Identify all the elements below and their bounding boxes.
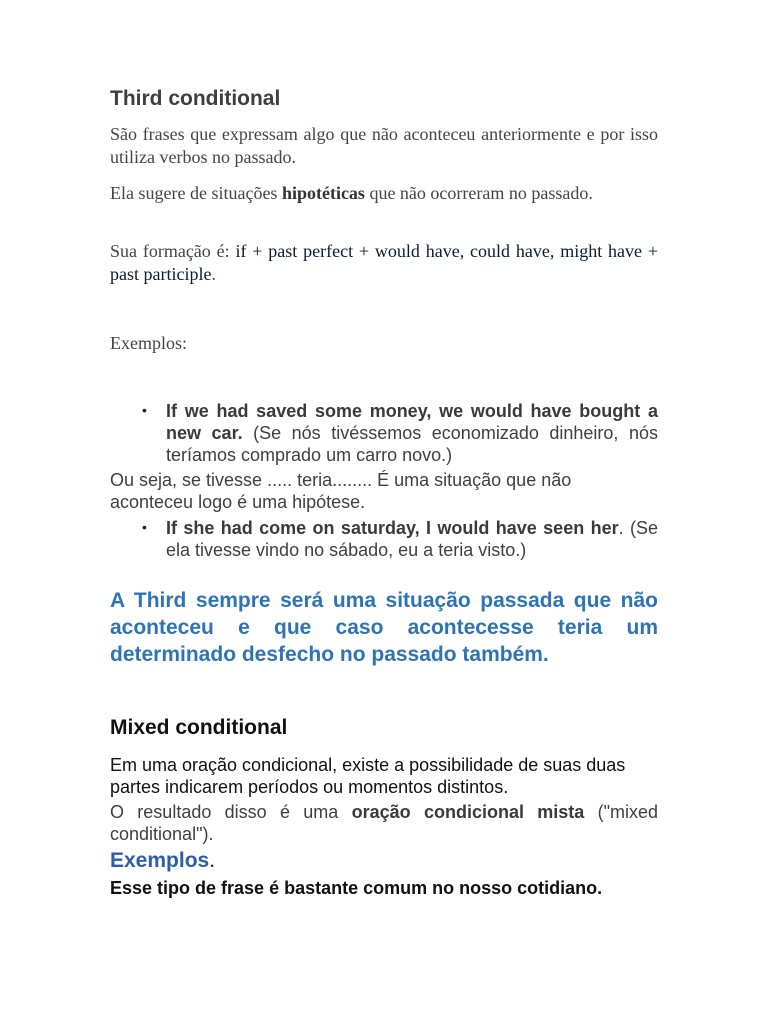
third-note-paragraph: Ou seja, se tivesse ..... teria........ É uma situação que não aconteceu logo é uma hipótese. bbox=[110, 470, 572, 512]
third-conditional-title: Third conditional bbox=[110, 87, 281, 110]
third-hypothetical-paragraph: Ela sugere de situações hipotéticas que não ocorreram no passado. bbox=[110, 183, 593, 203]
third-examples-label: Exemplos: bbox=[110, 333, 187, 353]
mixed-term-bold: oração condicional mista bbox=[351, 802, 585, 822]
bullet-icon: • bbox=[142, 402, 147, 418]
third-formation-paragraph: Sua formação é: if + past perfect + would have, could have, might have + past participle. bbox=[110, 241, 658, 284]
mixed-result-paragraph: O resultado disso é uma oração condicional mista ("mixed conditional"). bbox=[110, 802, 658, 844]
hipoteticas-bold: hipotéticas bbox=[281, 183, 365, 203]
mixed-conditional-title: Mixed conditional bbox=[110, 716, 288, 739]
mixed-intro-paragraph: Em uma oração condicional, existe a possibilidade de suas duas partes indicarem períodos ou momentos distintos. bbox=[110, 755, 626, 797]
bullet-icon: • bbox=[142, 519, 147, 535]
mixed-everyday-paragraph: Esse tipo de frase é bastante comum no nosso cotidiano. bbox=[110, 878, 603, 898]
third-highlight-paragraph: A Third sempre será uma situação passada que não aconteceu e que caso acontecesse teria um determinado desfecho no passado também. bbox=[110, 589, 658, 666]
example-2-translation: . (Se ela tivesse vindo no sábado, eu a teria visto.) bbox=[166, 518, 658, 560]
example-1-english: If we had saved some money, we would have bought a new car. bbox=[166, 401, 658, 443]
example-2-english: If she had come on saturday, I would have seen her bbox=[166, 518, 619, 538]
example-bullet-2 bbox=[142, 517, 658, 561]
mixed-examples-label: Exemplos. bbox=[110, 849, 216, 872]
example-1-translation: (Se nós tivéssemos economizado dinheiro, nós teríamos comprado um carro novo.) bbox=[166, 423, 658, 465]
formation-formula: if + past perfect + would have, could have, might have + past participle bbox=[110, 241, 658, 284]
third-intro-paragraph: São frases que expressam algo que não aconteceu anteriormente e por isso utiliza verbos no passado. bbox=[110, 124, 658, 167]
example-bullet-1 bbox=[142, 400, 658, 466]
